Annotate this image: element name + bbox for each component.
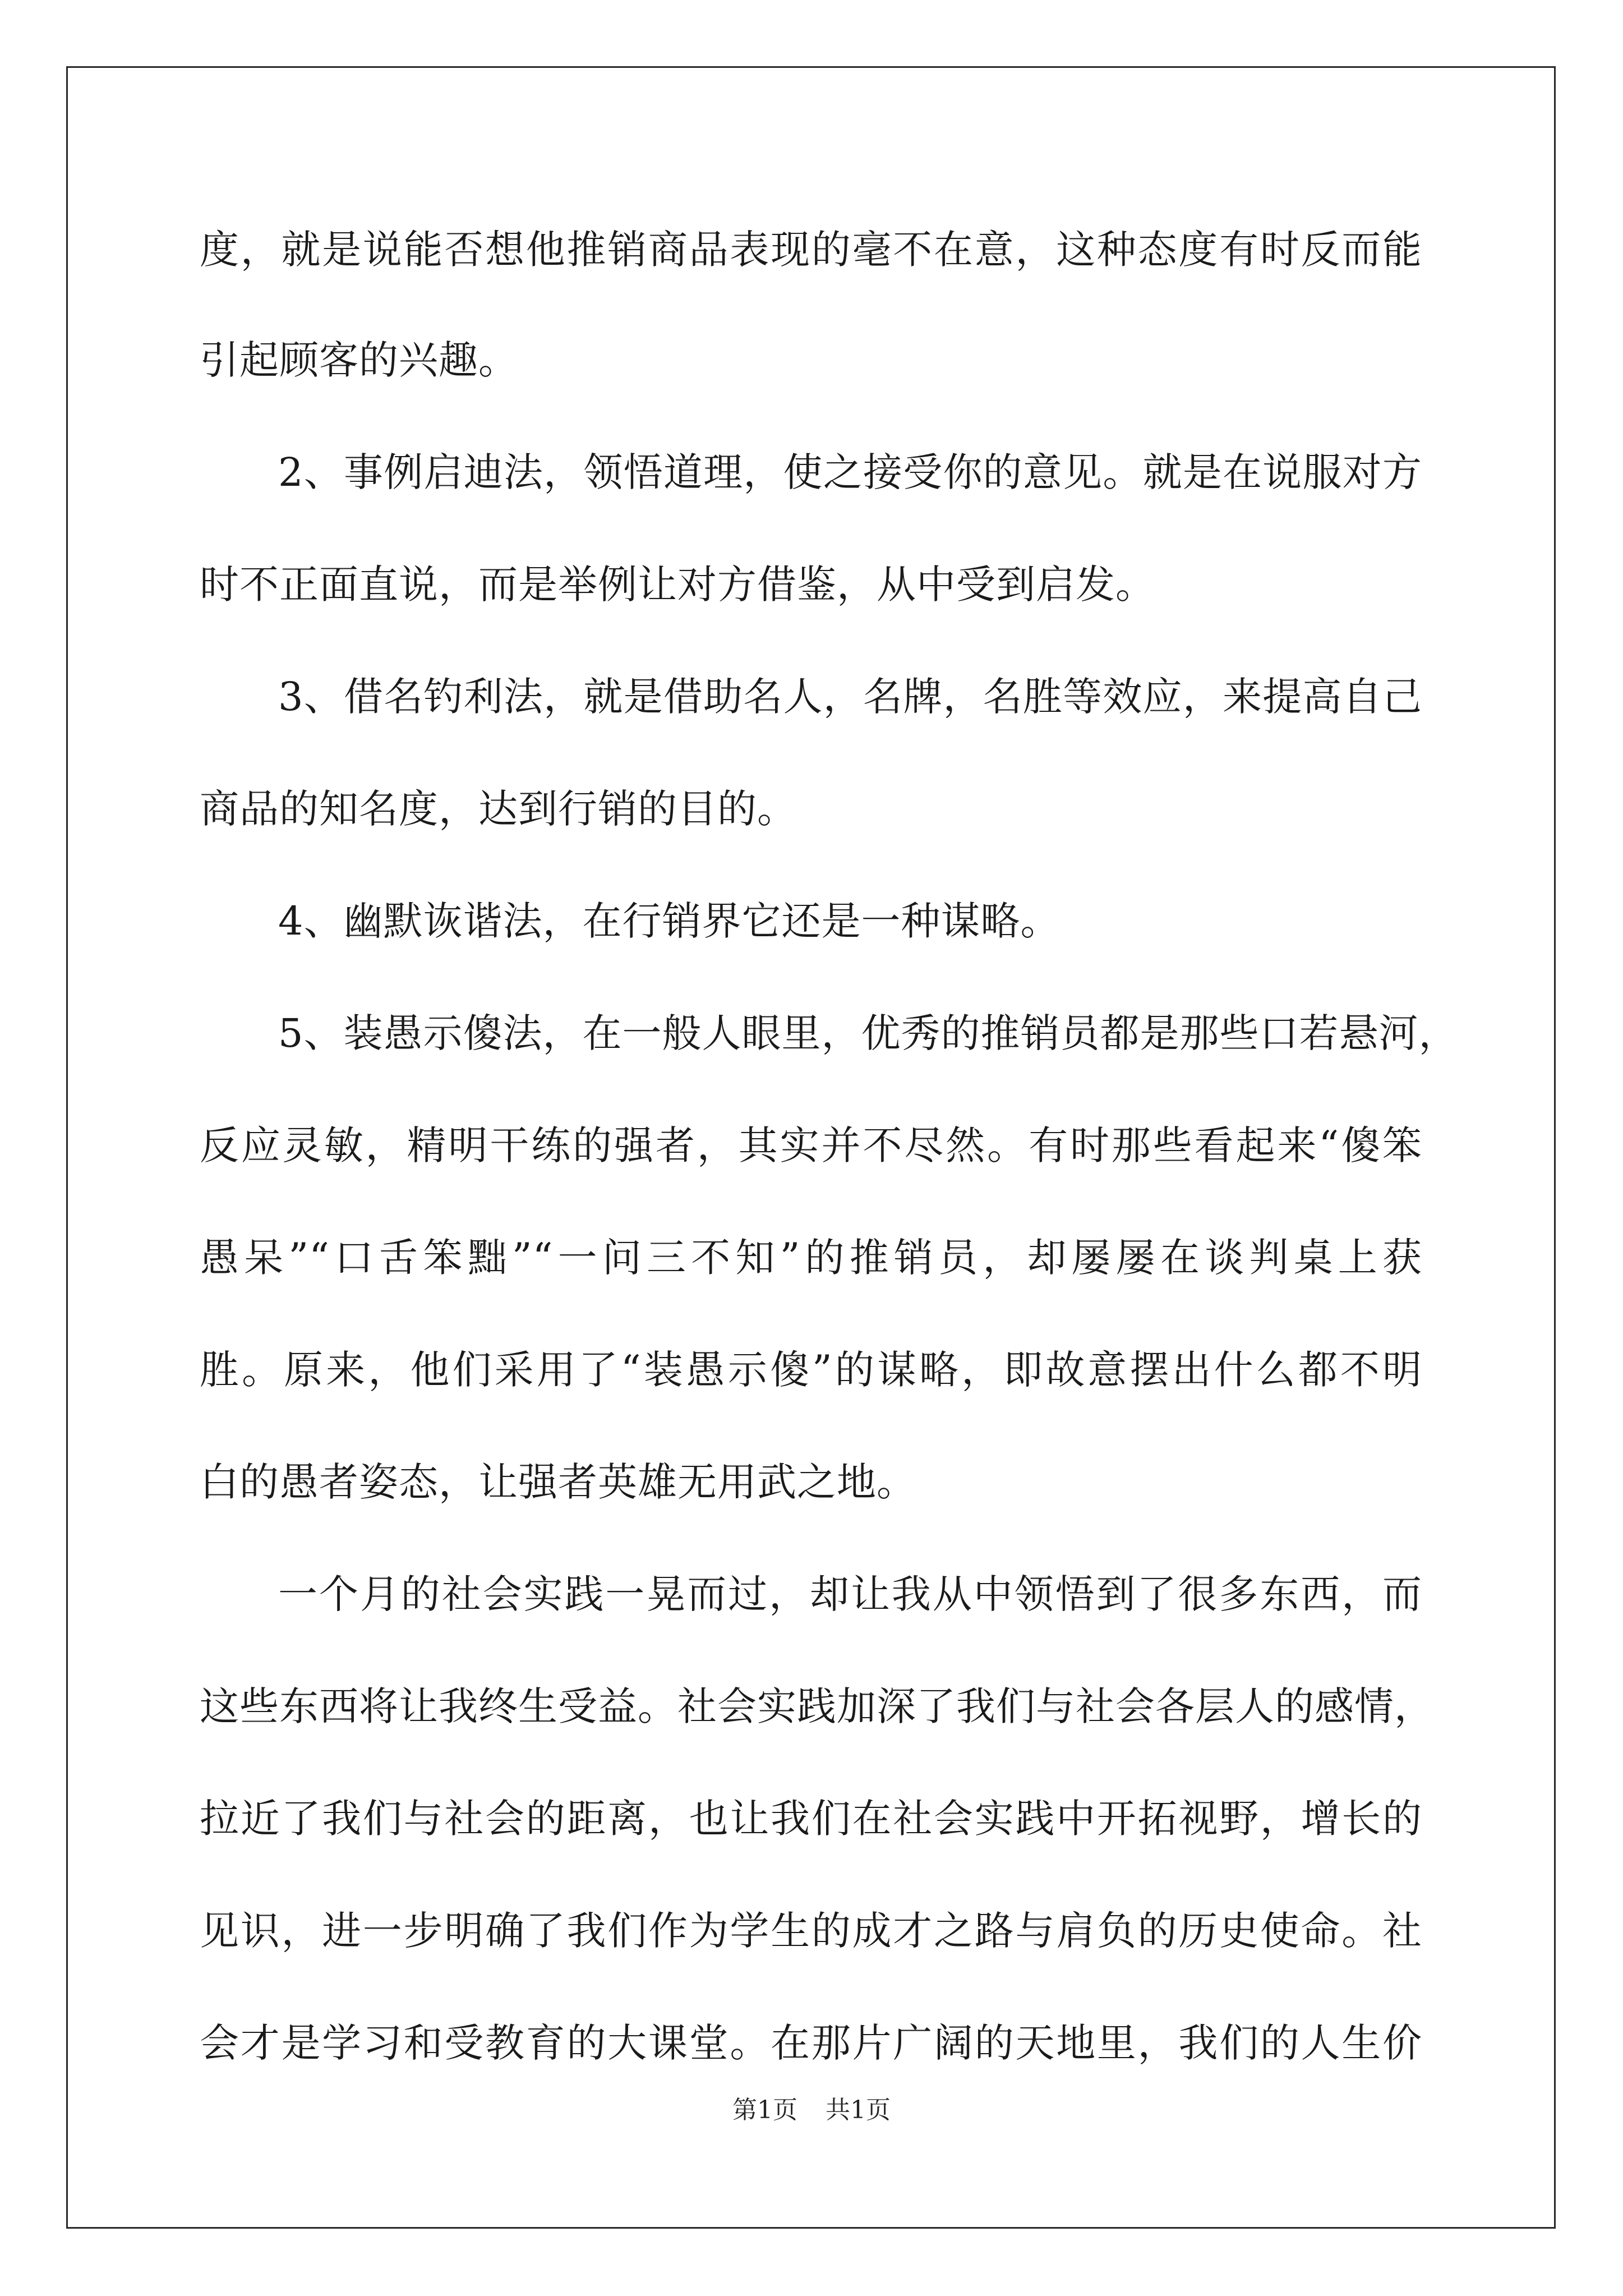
page-total: 共1页 [826,2096,891,2124]
text-line: 会才是学习和受教育的大课堂。在那片广阔的天地里，我们的人生价 [200,2020,1422,2066]
text-line: 见识，进一步明确了我们作为学生的成才之路与肩负的历史使命。社 [200,1908,1422,1954]
text-line: 4、幽默诙谐法，在行销界它还是一种谋略。 [278,898,1061,944]
text-line: 白的愚者姿态，让强者英雄无用武之地。 [200,1459,916,1505]
text-line: 一个月的社会实践一晃而过，却让我从中领悟到了很多东西，而 [278,1571,1422,1617]
text-line: 胜。原来，他们采用了“装愚示傻”的谋略，即故意摆出什么都不明 [200,1347,1422,1393]
page-footer [0,2093,1623,2127]
text-line: 拉近了我们与社会的距离，也让我们在社会实践中开拓视野，增长的 [200,1796,1422,1842]
text-line: 3、借名钓利法，就是借助名人，名牌，名胜等效应，来提高自己 [278,674,1422,720]
text-line: 引起顾客的兴趣。 [200,337,518,383]
text-line: 商品的知名度，达到行销的目的。 [200,786,797,832]
text-line: 反应灵敏，精明干练的强者，其实并不尽然。有时那些看起来“傻笨 [200,1122,1422,1168]
text-line: 2、事例启迪法，领悟道理，使之接受你的意见。就是在说服对方 [278,449,1422,495]
text-line: 愚呆”“口舌笨黜”“一问三不知”的推销员，却屡屡在谈判桌上获 [200,1235,1422,1281]
page-number: 第1页 [732,2096,797,2124]
text-line: 这些东西将让我终生受益。社会实践加深了我们与社会各层人的感情， [200,1683,1434,1729]
text-line: 5、装愚示傻法，在一般人眼里，优秀的推销员都是那些口若悬河， [278,1010,1459,1056]
text-line: 时不正面直说，而是举例让对方借鉴，从中受到启发。 [200,562,1155,608]
text-line: 度，就是说能否想他推销商品表现的毫不在意，这种态度有时反而能 [200,227,1422,273]
